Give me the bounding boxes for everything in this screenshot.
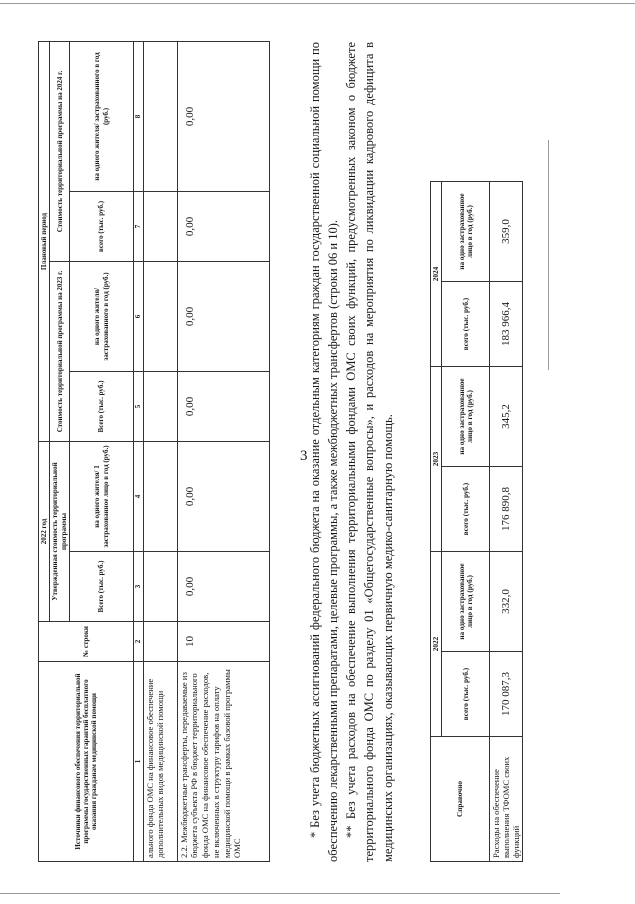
index-cell: 8: [134, 41, 143, 191]
index-cell: 2: [134, 622, 143, 662]
ref-col-total: всего (тыс. руб.): [442, 652, 490, 737]
table-row: [143, 41, 177, 861]
ref-year-2022: 2022: [431, 552, 442, 737]
index-cell: 4: [134, 442, 143, 552]
header-source: Источники финансового обеспечения территориальной программы государственных гарантий бесплатного оказания гражданам медицинской помощи: [39, 662, 134, 862]
ref-col-per: на одно застрахованное лицо в год (руб.): [442, 182, 490, 282]
index-cell: 5: [134, 372, 143, 442]
row-label: 2.2. Межбюджетные трансферты, передаваемые из бюджета субъекта РФ в бюджет территориального фонда ОМС на финансовое обеспечение расходов, не включенных в структуру тарифов на оплату медицинской помощи в рамках базовой программы ОМС: [177, 662, 269, 862]
index-cell: 1: [134, 662, 143, 862]
ref-total-2024: 183 966,4: [490, 282, 523, 367]
cell-per-2024: [143, 41, 177, 191]
header-approved-cost: Утвержденная стоимость территориальной программы: [50, 442, 70, 622]
header-total-2023: Всего (тыс. руб.): [70, 372, 134, 442]
header-per-insured-2024: на одного жителя/ застрахованного в год (руб.): [70, 41, 134, 191]
column-index-row: [134, 41, 143, 861]
cell-per-2022: 0,00: [177, 442, 269, 552]
ref-year-2023: 2023: [431, 367, 442, 552]
rotated-page: [38, 42, 598, 862]
index-cell: 7: [134, 192, 143, 262]
footnote-2: ** Без учета расходов на обеспечение выполнения территориальными фондами ОМС своих функций, предусмотренных законом о бюджете территориального фонда ОМС по разделу 01 «Общегосударственные вопросы», и расходов на мероприятия по ликвидации кадрового дефицита в медицинских организациях, оказывающих первичную медико-санитарную помощь.: [344, 42, 395, 862]
ref-title: Справочно: [431, 737, 490, 862]
ref-row-label: Расходы на обеспечение выполнения ТФОМС своих функций: [490, 737, 523, 862]
cell-total-2022: 0,00: [177, 552, 269, 622]
ref-year-2024: 2024: [431, 182, 442, 367]
ref-col-total: всего (тыс. руб.): [442, 282, 490, 367]
ref-total-2022: 170 087,3: [490, 652, 523, 737]
index-cell: 6: [134, 262, 143, 372]
cell-total-2022: [143, 552, 177, 622]
ref-col-per: на одно застрахованное лицо в год (руб.): [442, 367, 490, 467]
header-per-insured-2022: на одного жителя/ 1 застрахованное лицо в год (руб.): [70, 442, 134, 552]
header-total-2022: Всего (тыс. руб.): [70, 552, 134, 622]
ref-per-2024: 359,0: [490, 182, 523, 282]
header-row-no: № строки: [39, 622, 134, 662]
header-planned-period: Плановый период: [39, 41, 50, 441]
header-cost-2023: Стоимость территориальной программы на 2023 г.: [50, 262, 70, 442]
index-cell: 3: [134, 552, 143, 622]
ref-per-2022: 332,0: [490, 552, 523, 652]
cell-per-2022: [143, 442, 177, 552]
ref-per-2023: 345,2: [490, 367, 523, 467]
ref-total-2023: 176 890,8: [490, 467, 523, 552]
row-number: [143, 622, 177, 662]
ref-col-per: на одно застрахованное лицо в год (руб.): [442, 552, 490, 652]
footnotes: [306, 42, 397, 862]
scan-edge-top: [0, 3, 635, 4]
cell-total-2024: [143, 192, 177, 262]
table-row: [177, 41, 269, 861]
cell-total-2024: 0,00: [177, 192, 269, 262]
header-row-1: [39, 41, 50, 861]
row-number: 10: [177, 622, 269, 662]
ref-header-row-1: [431, 182, 442, 862]
header-cost-2024: Стоимость территориальной программы на 2024 г.: [50, 41, 70, 261]
scan-edge-bottom: [0, 893, 560, 894]
cell-per-2024: 0,00: [177, 41, 269, 191]
row-label: ального фонда ОМС на финансовое обеспечение дополнительных видов медицинской помощи: [143, 662, 177, 862]
page-number: 3: [300, 448, 308, 464]
cell-per-2023: [143, 262, 177, 372]
ref-col-total: всего (тыс. руб.): [442, 467, 490, 552]
cell-total-2023: [143, 372, 177, 442]
header-per-insured-2023: на одного жителя/ застрахованного в год (руб.): [70, 262, 134, 372]
header-year-2022: 2022 год: [39, 442, 50, 622]
cell-total-2023: 0,00: [177, 372, 269, 442]
financing-table: [38, 41, 270, 862]
table-row: [490, 182, 523, 862]
footnote-1: * Без учета бюджетных ассигнований федерального бюджета на оказание отдельным категориям граждан государственной социальной помощи по обеспечению лекарственными препаратами, целевые программы, а также межбюджетных трансфертов (строки 06 и 10).: [308, 42, 341, 862]
header-total-2024: всего (тыс. руб.): [70, 192, 134, 262]
cell-per-2023: 0,00: [177, 262, 269, 372]
reference-table: [430, 181, 523, 862]
